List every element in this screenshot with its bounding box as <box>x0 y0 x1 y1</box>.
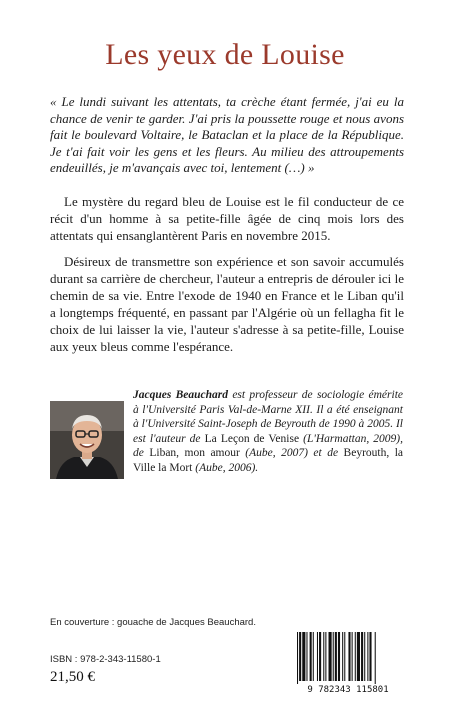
barcode-bar <box>333 632 334 681</box>
barcode-bar <box>297 632 298 684</box>
barcode-bar <box>325 632 326 681</box>
bio-book-1: La Leçon de Venise <box>204 432 300 445</box>
barcode-bar <box>375 632 376 684</box>
bio-text-1: est professeur de sociologie émérite à l'Université Paris Val-de-Marne XII. Il a été enseignant à l'Université Saint-Joseph de Beyrouth de 1990 à 2005. Il est l'auteur de <box>133 389 403 445</box>
barcode-bar <box>369 632 371 681</box>
cover-credit: En couverture : gouache de Jacques Beauchard. <box>50 617 256 628</box>
barcode-bar <box>323 632 324 681</box>
barcode-bar <box>329 632 332 681</box>
author-bio <box>133 388 403 476</box>
barcode-bar <box>335 632 337 681</box>
bio-text-2: (L'Harmattan, 2009), de <box>133 432 404 460</box>
barcode-bar <box>306 632 307 681</box>
bio-book-3: Beyrouth, la Ville la Mort <box>133 447 403 474</box>
barcode-bar <box>299 632 301 681</box>
barcode-bar <box>367 632 368 681</box>
price: 21,50 € <box>50 669 95 685</box>
barcode-bar <box>302 632 305 681</box>
barcode <box>293 632 403 694</box>
bio-book-2: Liban, mon amour <box>149 447 240 460</box>
barcode-bar <box>313 632 314 681</box>
barcode-bar <box>348 632 350 681</box>
barcode-bar <box>357 632 360 681</box>
barcode-bar <box>319 632 321 681</box>
bio-text-3: (Aube, 2007) et de <box>239 447 344 460</box>
summary-paragraph-2: Désireux de transmettre son expérience et son savoir accumulés durant sa carrière de chercheur, l'auteur a entrepris de dérouler ici le chemin de sa vie. Entre l'exode de 1940 en France et le Liban qu'il a longtemps fréquenté, en passant par l'Algérie où un fellagha fit le choix de lui laisser la vie, l'auteur s'adresse à sa petite-fille, Louise aux yeux bleus comme l'espérance. <box>50 254 404 354</box>
barcode-digits: 9 782343 115801 <box>307 685 389 694</box>
author-photo <box>50 401 124 479</box>
barcode-bar <box>361 632 363 681</box>
isbn: ISBN : 978-2-343-11580-1 <box>50 654 161 665</box>
barcode-bar <box>364 632 365 681</box>
excerpt-quote: « Le lundi suivant les attentats, ta crèche étant fermée, j'ai eu la chance de venir te garder. J'ai pris la poussette rouge et nous avons fait le boulevard Voltaire, le Bataclan et la place de la République. Je t'ai fait voir les gens et les fleurs. Au milieu des attroupements endeuillés, je m'avançais avec toi, lentement (…) » <box>50 94 404 176</box>
summary-paragraph-1: Le mystère du regard bleu de Louise est le fil conducteur de ce récit d'un homme à sa petite-fille âgée de cinq mois lors des attentats qui ensanglantèrent Paris en novembre 2015. <box>50 194 404 243</box>
barcode-bar <box>342 632 343 681</box>
book-title: Les yeux de Louise <box>105 38 345 71</box>
bio-text-4: (Aube, 2006). <box>192 461 259 474</box>
barcode-bar <box>355 632 356 681</box>
barcode-bar <box>317 632 318 681</box>
barcode-bar <box>352 632 353 681</box>
author-name: Jacques Beauchard <box>133 389 229 401</box>
barcode-bar <box>310 632 312 681</box>
barcode-bar <box>344 632 345 681</box>
barcode-bar <box>338 632 340 681</box>
